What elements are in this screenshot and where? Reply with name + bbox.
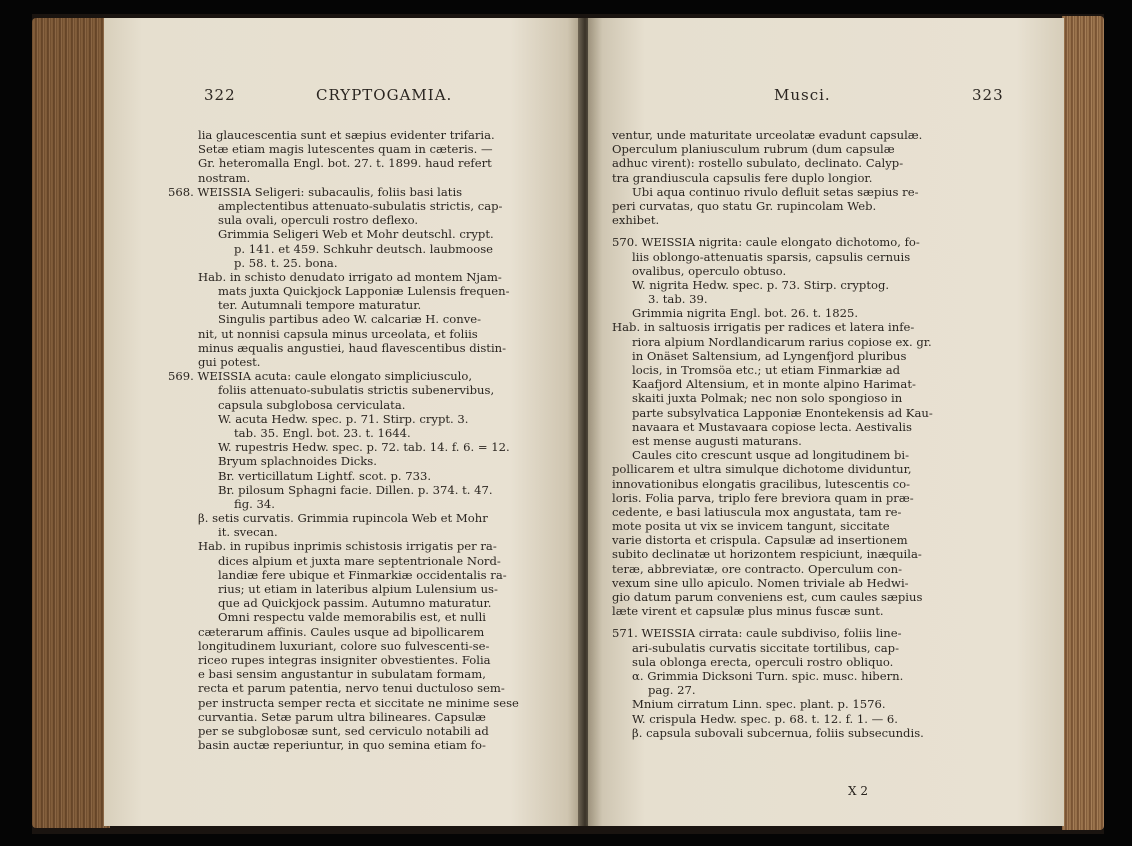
- text-line: basin auctæ reperiuntur, in quo semina etiam fo-: [198, 738, 486, 753]
- text-line: adhuc virent): rostello subulato, declinato. Calyp-: [612, 156, 904, 171]
- text-line: in Onäset Saltensium, ad Lyngenfjord pluribus: [632, 348, 907, 363]
- text-line: innovationibus elongatis gracilibus, lutescentis co-: [612, 476, 911, 491]
- text-line: ari-subulatis curvatis siccitate tortilibus, cap-: [632, 640, 900, 655]
- text-line: α. Grimmia Dicksoni Turn. spic. musc. hibern.: [632, 668, 904, 683]
- text-line: fig. 34.: [234, 496, 275, 511]
- right-page-header: [588, 86, 1064, 108]
- text-line: p. 58. t. 25. bona.: [234, 255, 338, 270]
- text-line: sula ovali, operculi rostro deflexo.: [218, 213, 419, 228]
- text-line: Ubi aqua continuo rivulo defluit setas sæpius re-: [632, 184, 919, 199]
- text-line: cedente, e basi latiuscula mox angustata, tam re-: [612, 504, 902, 519]
- text-line: riceo rupes integras insigniter obvestientes. Folia: [198, 652, 491, 667]
- text-line: pollicarem et ultra simulque dichotome dividuntur,: [612, 462, 912, 477]
- text-line: pag. 27.: [648, 683, 696, 698]
- signature-mark: X 2: [848, 784, 868, 798]
- text-line: rius; ut etiam in lateribus alpium Lulensium us-: [218, 582, 498, 596]
- text-line: 568. WEISSIA Seligeri: subacaulis, foliis basi latis: [168, 184, 463, 199]
- left-page-edges: [32, 18, 110, 828]
- text-line: ter. Autumnali tempore maturatur.: [218, 298, 422, 313]
- text-line: liis oblongo-attenuatis sparsis, capsulis cernuis: [632, 249, 911, 264]
- text-line: longitudinem luxuriant, colore suo fulvescenti-se-: [198, 638, 490, 653]
- text-line: per instructa semper recta et siccitate ne minime sese: [198, 695, 519, 710]
- text-line: parte subsylvatica Lapponiæ Enontekensis ad Kau-: [632, 405, 933, 420]
- text-line: mats juxta Quickjock Lapponiæ Lulensis frequen-: [218, 284, 510, 299]
- text-line: 569. WEISSIA acuta: caule elongato simpliciusculo,: [168, 369, 473, 384]
- text-line: W. nigrita Hedw. spec. p. 73. Stirp. cryptog.: [632, 277, 890, 292]
- text-line: 3. tab. 39.: [648, 292, 708, 307]
- text-line: Singulis partibus adeo W. calcariæ H. conve-: [218, 312, 482, 327]
- text-line: p. 141. et 459. Schkuhr deutsch. laubmoose: [234, 241, 494, 256]
- text-line: locis, in Tromsöa etc.; ut etiam Finmarkiæ ad: [632, 363, 901, 377]
- left-page-text: [168, 128, 558, 753]
- text-line: curvantia. Setæ parum ultra bilineares. Capsulæ: [198, 709, 486, 724]
- text-line: Kaafjord Altensium, et in monte alpino Harimat-: [632, 377, 916, 392]
- text-line: 570. WEISSIA nigrita: caule elongato dichotomo, fo-: [612, 235, 920, 250]
- right-page-text: [612, 128, 980, 740]
- text-line: Br. verticillatum Lightf. scot. p. 733.: [218, 468, 432, 483]
- right-page-edges: [1062, 16, 1104, 830]
- left-running-title: CRYPTOGAMIA.: [316, 86, 453, 104]
- left-page-header: [104, 86, 582, 108]
- text-line: per se subglobosæ sunt, sed cerviculo notabili ad: [198, 723, 489, 738]
- text-line: [612, 227, 980, 235]
- right-running-title: Musci.: [774, 86, 831, 104]
- text-line: capsula subglobosa cerviculata.: [218, 397, 406, 412]
- text-line: mote posita ut vix se invicem tangunt, siccitate: [612, 519, 890, 534]
- text-line: minus æqualis angustiei, haud flavescentibus distin-: [198, 340, 507, 355]
- text-line: lia glaucescentia sunt et sæpius evidenter trifaria.: [198, 128, 495, 142]
- text-line: Bryum splachnoides Dicks.: [218, 454, 377, 469]
- text-line: it. svecan.: [218, 525, 278, 540]
- text-line: Hab. in schisto denudato irrigato ad montem Njam-: [198, 269, 502, 284]
- text-line: Omni respectu valde memorabilis est, et nulli: [218, 610, 487, 625]
- text-line: cæterarum affinis. Caules usque ad bipollicarem: [198, 624, 485, 639]
- text-line: Mnium cirratum Linn. spec. plant. p. 1576.: [632, 697, 886, 712]
- text-line: Grimmia Seligeri Web et Mohr deutschl. crypt.: [218, 227, 494, 242]
- text-line: W. acuta Hedw. spec. p. 71. Stirp. crypt. 3.: [218, 411, 469, 426]
- text-line: subito declinatæ ut horizontem respiciunt, inæquila-: [612, 547, 922, 562]
- text-line: skaiti juxta Polmak; nec non solo spongioso in: [632, 391, 903, 406]
- text-line: W. rupestris Hedw. spec. p. 72. tab. 14. f. 6. = 12.: [218, 440, 510, 455]
- text-line: que ad Quickjock passim. Autumno maturatur.: [218, 596, 492, 611]
- text-line: varie distorta et crispula. Capsulæ ad insertionem: [612, 533, 908, 548]
- text-line: navaara et Mustavaara copiose lecta. Aestivalis: [632, 419, 912, 434]
- text-line: est mense augusti maturans.: [632, 433, 802, 448]
- text-line: Hab. in saltuosis irrigatis per radices et latera infe-: [612, 320, 915, 335]
- text-line: riora alpium Nordlandicarum rarius copiose ex. gr.: [632, 334, 932, 349]
- text-line: recta et parum patentia, nervo tenui ductuloso sem-: [198, 681, 505, 696]
- text-line: [612, 618, 980, 626]
- text-line: Setæ etiam magis lutescentes quam in cæteris. —: [198, 142, 493, 157]
- text-line: foliis attenuato-subulatis strictis subenervibus,: [218, 383, 495, 398]
- text-line: sula oblonga erecta, operculi rostro obliquo.: [632, 654, 894, 669]
- text-line: e basi sensim angustantur in subulatam formam,: [198, 667, 486, 682]
- text-line: Br. pilosum Sphagni facie. Dillen. p. 374. t. 47.: [218, 482, 493, 497]
- text-line: Grimmia nigrita Engl. bot. 26. t. 1825.: [632, 306, 859, 321]
- text-line: peri curvatas, quo statu Gr. rupincolam Web.: [612, 198, 877, 213]
- text-line: vexum sine ullo apiculo. Nomen triviale ab Hedwi-: [612, 575, 909, 590]
- text-line: ovalibus, operculo obtuso.: [632, 263, 787, 278]
- right-page: [588, 18, 1064, 826]
- text-line: W. crispula Hedw. spec. p. 68. t. 12. f. 1. — 6.: [632, 711, 898, 726]
- text-line: tab. 35. Engl. bot. 23. t. 1644.: [234, 425, 411, 440]
- text-line: Caules cito crescunt usque ad longitudinem bi-: [632, 448, 910, 463]
- text-line: landiæ fere ubique et Finmarkiæ occidentalis ra-: [218, 567, 507, 582]
- text-line: 571. WEISSIA cirrata: caule subdiviso, foliis line-: [612, 626, 902, 641]
- text-line: teræ, abbreviatæ, ore contracto. Operculum con-: [612, 561, 903, 576]
- text-line: amplectentibus attenuato-subulatis strictis, cap-: [218, 198, 503, 213]
- text-line: β. capsula subovali subcernua, foliis subsecundis.: [632, 725, 924, 740]
- text-line: loris. Folia parva, triplo fere breviora quam in præ-: [612, 490, 914, 505]
- text-line: dices alpium et juxta mare septentrionale Nord-: [218, 553, 501, 568]
- left-page-number: 322: [204, 86, 236, 104]
- text-line: læte virent et capsulæ plus minus fuscæ sunt.: [612, 604, 884, 619]
- left-page: [104, 18, 582, 826]
- text-line: Hab. in rupibus inprimis schistosis irrigatis per ra-: [198, 539, 497, 554]
- text-line: gui potest.: [198, 355, 261, 369]
- text-line: gio datum parum conveniens est, cum caules sæpius: [612, 590, 923, 604]
- text-line: Operculum planiusculum rubrum (dum capsulæ: [612, 142, 895, 157]
- text-line: β. setis curvatis. Grimmia rupincola Web et Mohr: [198, 511, 488, 526]
- text-line: nit, ut nonnisi capsula minus urceolata, et foliis: [198, 326, 478, 341]
- text-line: tra grandiuscula capsulis fere duplo longior.: [612, 170, 873, 185]
- right-page-number: 323: [972, 86, 1004, 104]
- text-line: exhibet.: [612, 213, 660, 228]
- text-line: ventur, unde maturitate urceolatæ evadunt capsulæ.: [612, 128, 923, 142]
- text-line: Gr. heteromalla Engl. bot. 27. t. 1899. haud refert: [198, 156, 492, 171]
- text-line: nostram.: [198, 170, 251, 185]
